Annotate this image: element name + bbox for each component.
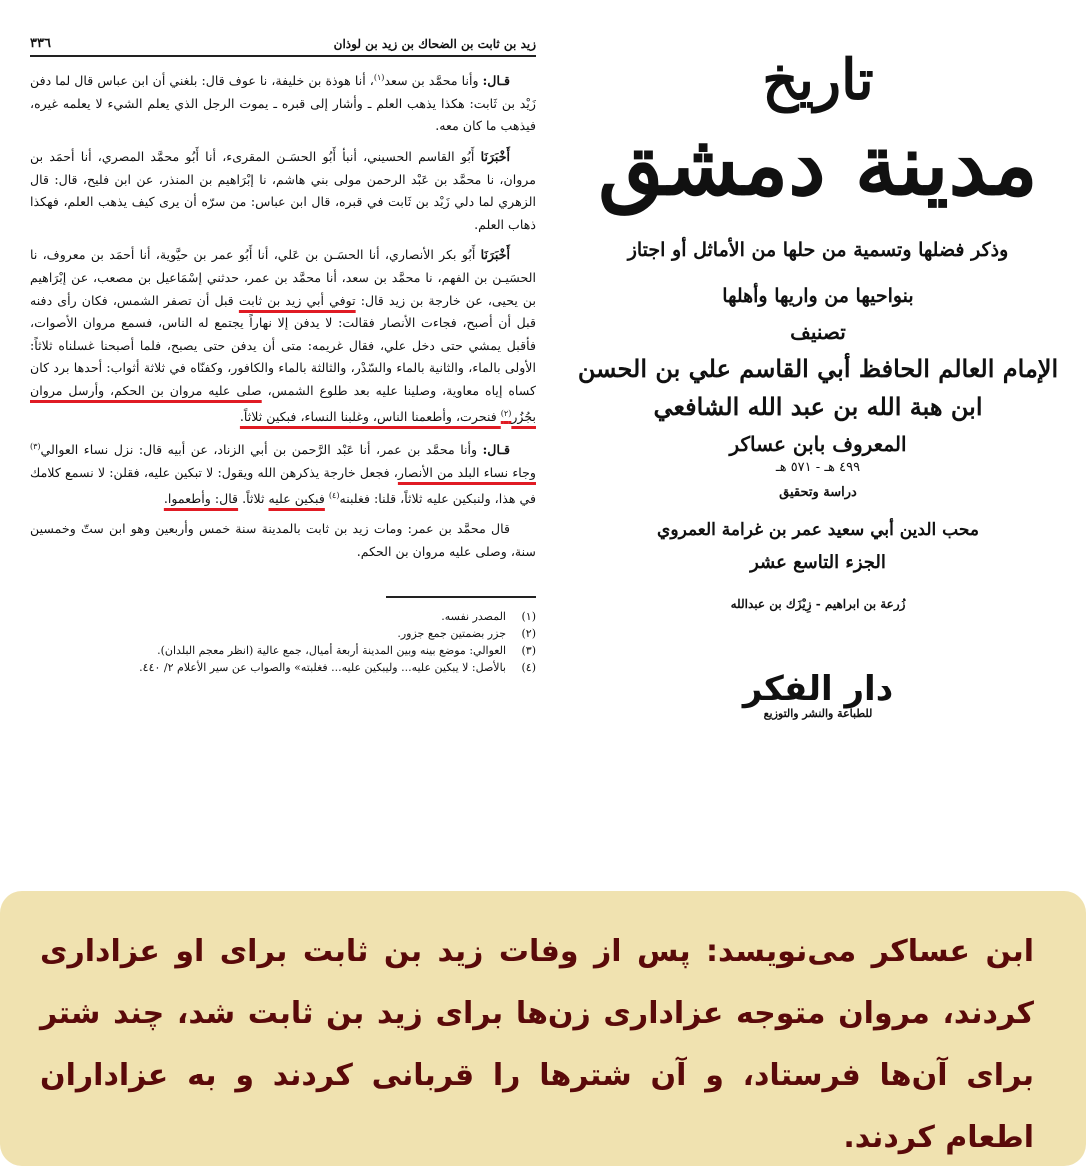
text-segment: وأنا محمَّد بن سعد <box>384 73 483 89</box>
footnote-text: المصدر نفسه. <box>441 609 506 623</box>
cover-subtitle-line1: وذكر فضلها وتسمية من حلها من الأماثل أو اجتاز <box>627 239 1009 261</box>
cover-volume: الجزء التاسع عشر <box>750 552 886 573</box>
book-cover <box>568 40 1068 720</box>
highlighted-text: صلى عليه مروان بن الحكم، وأرسل مروان بجُزُر <box>30 382 536 424</box>
footnote <box>30 642 536 659</box>
footnote-number: (٣) <box>521 643 536 657</box>
cover-subtitle-line2: بنواحيها من واريها وأهلها <box>722 285 914 307</box>
cover-volume-range: زُرعة بن ابراهيم - زِيْزَك بن عبدالله <box>730 597 906 611</box>
paragraph-lead: أَخْبَرَنَا <box>480 148 510 164</box>
highlighted-text: فبكين عليه <box>268 490 325 506</box>
paragraph <box>30 518 536 563</box>
text-segment: ثلاثاً. <box>238 490 269 506</box>
page-number: ٣٣٦ <box>30 36 51 51</box>
body-text <box>30 67 536 564</box>
cover-title-line2: مدينة دمشق <box>598 115 1038 214</box>
footnote-text: العوالي: موضع بينه وبين المدينة أربعة أميال، جمع عالية (انظر معجم البلدان). <box>157 643 506 657</box>
highlighted-text: توفي أبي زيد بن ثابت <box>238 292 356 308</box>
footnote-ref: (٤) <box>328 490 340 500</box>
footnote-ref: (١) <box>373 73 385 82</box>
paragraph-lead: قـال: <box>482 73 510 89</box>
text-segment: ، أنا هوذة بن خليفة، نا عوف قال: بلغني أن ابن عباس قال لما دفن زَيْد بن ثَابت: هكذا يذهب العلم ـ وأشار إلى قبره ـ يموت الرجل الذي يعلم الشيء لا يعلمه غيره، فيذهب ما كان معه. <box>30 73 536 134</box>
cover-author-line1: الإمام العالم الحافظ أبي القاسم علي بن الحسن <box>577 354 1059 383</box>
paragraph-lead: أَخْبَرَنَا <box>480 247 510 263</box>
highlighted-text: فنحرت، وأطعمنا الناس، وغلبنا النساء، فبكين ثلاثاً. <box>239 408 501 424</box>
paragraph <box>30 436 536 510</box>
text-segment: أَبُو القاسم الحسيني، أنبأ أَبُو الحسَـن المقرىء، أنا أَبُو محمَّد المصري، أنا أحمَد بن مروان، نا محمَّد بن عَبْد الرحمن مولى بني هاشم، نا إبْرَاهيم بن المنذر، عن ابن فليح، قال: قال الزهري لما دلي زَيْد بن ثَابت في قبره، قال ابن عباس: من سرّه أن يرى كيف يذهب العلم، فهكذا ذهاب العلم. <box>30 148 536 232</box>
text-segment: أَبُو بكر الأنصاري، أنا الحسَـن بن عَلي، أنا أَبُو عمر بن حيَّوية، أنا أحمَد بن معروف، نا الحسَيـن بن الفهم، نا محمَّد بن سعد، أنا محمَّد بن عمر، حدثني إسْمَاعيل بن مصعب، عن إبْرَاهيم بن يحيى، عن خارجة بن زيد قال: <box>30 247 536 308</box>
book-page-left <box>30 36 536 676</box>
footnote <box>30 608 536 625</box>
cover-author-line2: ابن هبة الله بن عبد الله الشافعي <box>653 392 983 421</box>
footnote-number: (٢) <box>521 626 536 640</box>
paragraph <box>30 244 536 428</box>
caption-text: ابن عساکر می‌نویسد: پس از وفات زید بن ثابت برای او عزاداری کردند، مروان متوجه عزاداری زن‌ها برای زید بن ثابت شد، چند شتر برای آن‌ها فرستاد، و آن شترها را قربانی کردند و به عزاداران اطعام کردند. <box>40 934 1034 1155</box>
paragraph-lead: قـال: <box>482 442 510 458</box>
highlighted-text: وجاء نساء البلد من الأنصار <box>397 465 536 481</box>
cover-tasnif: تصنيف <box>790 320 846 344</box>
cover-dates: ٤٩٩ هـ - ٥٧١ هـ <box>775 460 861 475</box>
caption-box <box>0 891 1086 1166</box>
footnote-divider <box>386 596 536 598</box>
highlighted-text: قال: وأطعموا. <box>163 490 239 506</box>
footnote <box>30 625 536 642</box>
cover-known-as: المعروف بابن عساكر <box>729 432 907 456</box>
publisher-logo: دار الفكر <box>742 669 894 709</box>
footnote-ref: (٣) <box>30 442 41 452</box>
running-head-title: زيد بن ثابت بن الضحاك بن زيد بن لوذان <box>333 37 536 51</box>
publisher-subtitle: للطباعة والنشر والتوزيع <box>763 707 873 720</box>
footnote-text: بالأصل: لا يبكين عليه... وليبكين عليه... فغلبته» والصواب عن سير الأعلام ٢/ ٤٤٠. <box>139 660 506 674</box>
text-segment: قبل أن تصفر الشمس، فكان رأى دفنه قبل أن أصبح، فجاءت الأنصار فقالت: لا يدفن إلا نهاراً يجتمع له الناس، فسمع مروان الأصوات، فأقبل يمشي حتى دخل علي، فقال غريمه: متى أن يدفن حتى يصبح، فلما أصبحنا غسلناه ثلاثاً: الأولى بالماء، والثانية بالماء والسّدْر، والثالثة بالماء والكافور، وكفنّاه في ثلاثة أثواب: أحدها برد كان كساه إياه معاوية، وصلينا عليه بعد طلوع الشمس، <box>30 292 536 398</box>
footnote-number: (١) <box>521 609 536 623</box>
footnote-ref: (٢) <box>500 408 512 418</box>
footnote <box>30 659 536 676</box>
footnote-number: (٤) <box>521 660 536 674</box>
cover-study-label: دراسة وتحقيق <box>779 485 857 500</box>
running-head <box>30 36 536 57</box>
paragraph <box>30 67 536 138</box>
text-segment: ، فجعل خارجة يذكرهن الله ويقول: لا تبكين عليه، فقلن: لا نسمع كلامك في هذا، ولنبكين عليه ثلاثاً، قلنا: فغلبنه <box>30 465 536 506</box>
text-segment: وأنا محمَّد بن عمر، أنا عَبْد الرَّحمن بن أبي الزناد، عن أبيه قال: نزل نساء العوالي <box>40 442 483 458</box>
cover-editor: محب الدين أبي سعيد عمر بن غرامة العمروي <box>657 520 979 540</box>
footnotes <box>30 608 536 676</box>
footnote-text: جزر بضمتين جمع جزور. <box>397 626 506 640</box>
paragraph <box>30 146 536 236</box>
cover-title-line1: تاريخ <box>762 47 874 113</box>
text-segment: قال محمَّد بن عمر: ومات زيد بن ثابت بالمدينة سنة خمس وأربعين وهو ابن ستّ وخمسين سنة، وصلى عليه مروان بن الحكم. <box>30 521 536 560</box>
